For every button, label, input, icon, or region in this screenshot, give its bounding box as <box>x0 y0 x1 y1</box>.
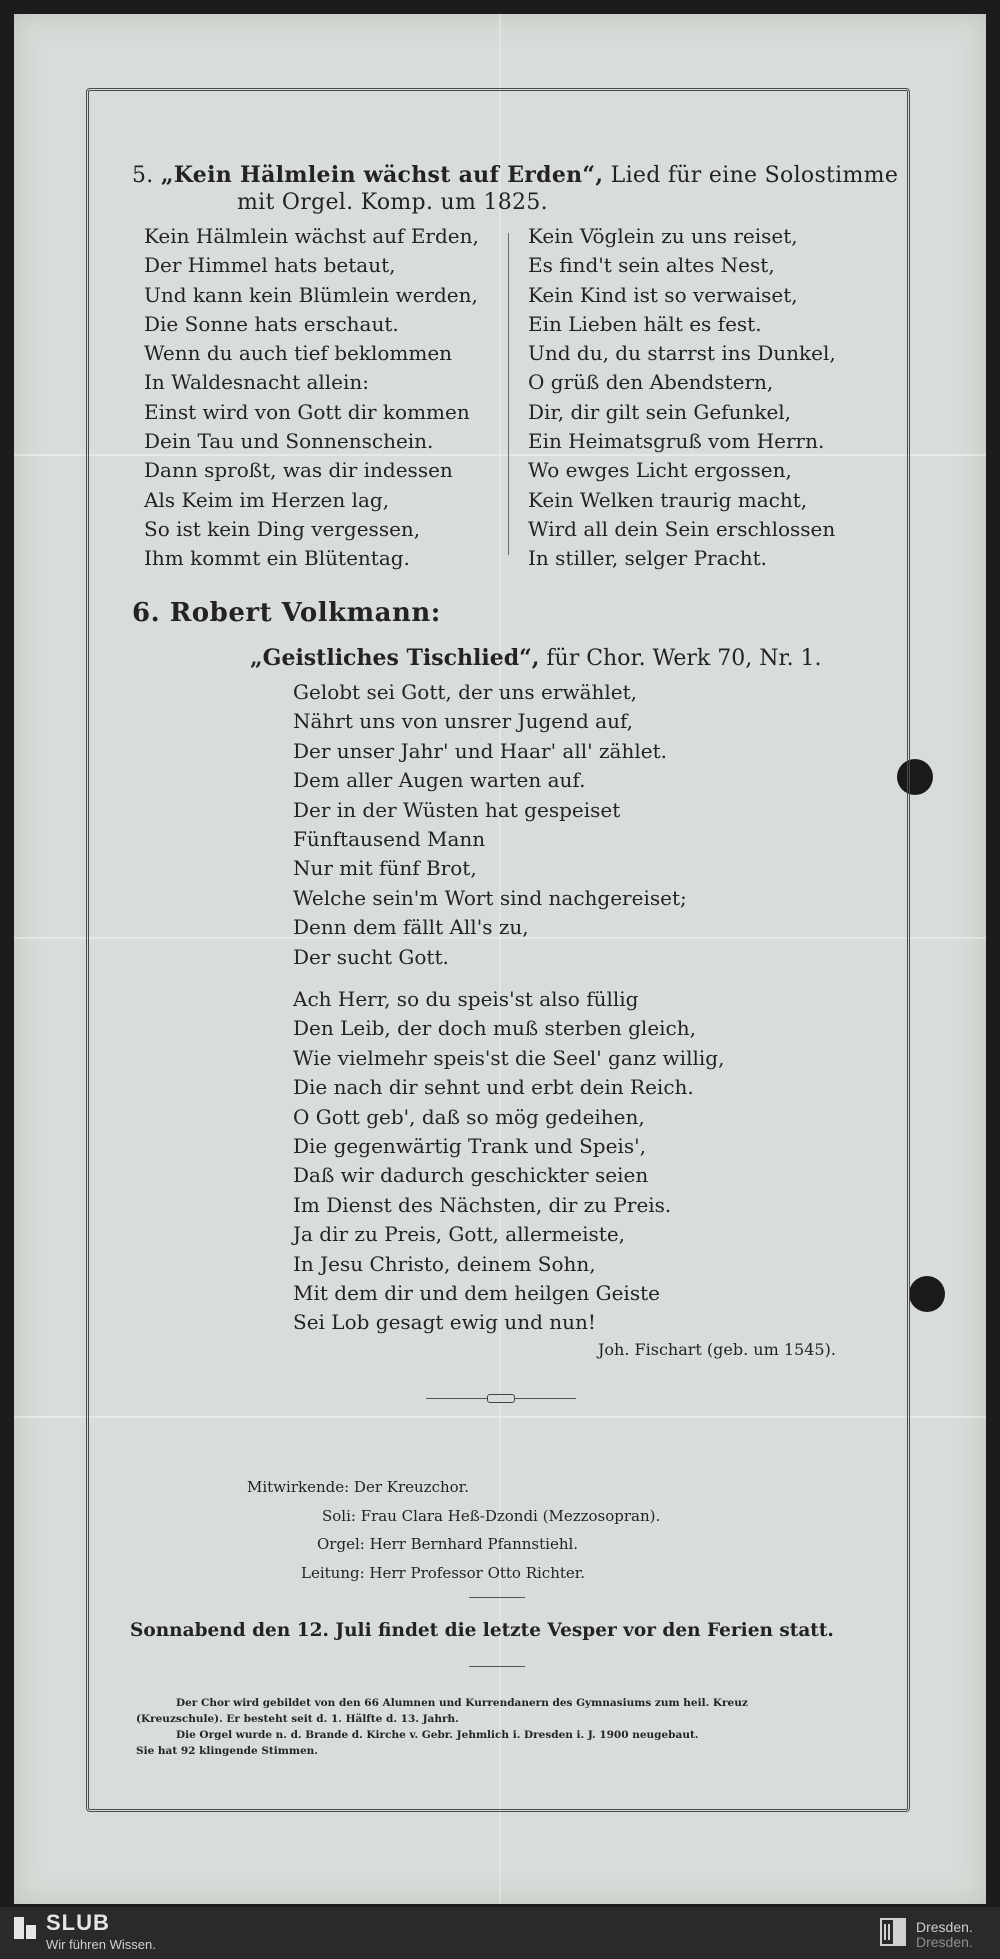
verse-line: Dir, dir gilt sein Gefunkel, <box>528 399 792 424</box>
song5-number: 5. <box>132 163 154 188</box>
verse-line: Als Keim im Herzen lag, <box>144 487 390 512</box>
verse-line: Den Leib, der doch muß sterben gleich, <box>293 1016 696 1041</box>
verse-line: Kein Vöglein zu uns reiset, <box>528 224 798 248</box>
performer-line: Orgel: Herr Bernhard Pfannstiehl. <box>317 1535 579 1553</box>
song5-right-column <box>528 222 836 574</box>
verse-line: Einst wird von Gott dir kommen <box>144 399 470 424</box>
slub-logo-icon <box>12 1915 38 1941</box>
announcement: Sonnabend den 12. Juli findet die letzte Vesper vor den Ferien statt. <box>130 1620 834 1641</box>
divider-line <box>469 1597 525 1598</box>
verse-line: Nährt uns von unsrer Jugend auf, <box>293 709 633 734</box>
song6-subheading <box>250 645 822 671</box>
song5-subheading: mit Orgel. Komp. um 1825. <box>237 190 548 215</box>
verse-line: Nur mit fünf Brot, <box>293 856 477 881</box>
verse-line: Wie vielmehr speis'st die Seel' ganz willig, <box>293 1045 725 1070</box>
verse-line: In Jesu Christo, deinem Sohn, <box>293 1251 596 1276</box>
performers-list <box>247 1473 660 1587</box>
dresden-line-1: Dresden. <box>916 1919 973 1935</box>
verse-line: Ja dir zu Preis, Gott, allermeiste, <box>293 1222 626 1247</box>
footer-bar <box>0 1907 1000 1959</box>
verse-line: Daß wir dadurch geschickter seien <box>293 1163 649 1188</box>
song6-heading: 6. Robert Volkmann: <box>132 598 441 628</box>
verse-line: Welche sein'm Wort sind nachgereiset; <box>293 885 687 910</box>
verse-line: Der Himmel hats betaut, <box>144 253 396 278</box>
verse-line: Kein Kind ist so verwaiset, <box>528 282 798 307</box>
verse-line: Denn dem fällt All's zu, <box>293 915 529 940</box>
verse-line: Kein Hälmlein wächst auf Erden, <box>144 224 479 248</box>
song5-description: Lied für eine Solostimme <box>610 163 899 188</box>
slub-slogan: Wir führen Wissen. <box>46 1937 156 1952</box>
dresden-logo-text[interactable] <box>916 1920 973 1950</box>
column-divider <box>508 233 509 555</box>
verse-line: In Waldesnacht allein: <box>144 370 370 395</box>
song5-left-column <box>144 222 479 574</box>
verse-line: Ihm kommt ein Blütentag. <box>144 546 410 571</box>
footnote-line: Die Orgel wurde n. d. Brande d. Kirche v. Gebr. Jehmlich i. Dresden i. J. 1900 neugebaut. <box>176 1729 699 1741</box>
verse-line: Im Dienst des Nächsten, dir zu Preis. <box>293 1192 672 1217</box>
verse-line: Der in der Wüsten hat gespeiset <box>293 797 621 822</box>
verse-line: Kein Welken traurig macht, <box>528 487 808 512</box>
song5-heading <box>132 162 898 188</box>
verse-line: In stiller, selger Pracht. <box>528 546 768 571</box>
footnote-line: Sie hat 92 klingende Stimmen. <box>136 1745 318 1757</box>
verse-line: Es find't sein altes Nest, <box>528 253 775 278</box>
verse-line: Der unser Jahr' und Haar' all' zählet. <box>293 738 667 763</box>
verse-line: Dem aller Augen warten auf. <box>293 768 586 793</box>
verse-line: Fünftausend Mann <box>293 827 486 852</box>
verse-line: Sei Lob gesagt ewig und nun! <box>293 1310 596 1335</box>
verse-line: Ein Lieben hält es fest. <box>528 311 762 336</box>
verse-line: Gelobt sei Gott, der uns erwählet, <box>293 680 637 704</box>
ornamental-divider <box>426 1394 576 1404</box>
verse-line: So ist kein Ding vergessen, <box>144 516 421 541</box>
verse-line: Ein Heimatsgruß vom Herrn. <box>528 429 825 454</box>
dresden-crest-icon <box>880 1918 906 1946</box>
dresden-line-2: Dresden. <box>916 1934 973 1950</box>
verse-line: Wo ewges Licht ergossen, <box>528 458 792 483</box>
song6-stanza-1 <box>293 678 687 972</box>
punch-hole <box>909 1276 945 1312</box>
performer-line: Soli: Frau Clara Heß-Dzondi (Mezzosopran). <box>322 1506 661 1525</box>
verse-line: O grüß den Abendstern, <box>528 370 774 395</box>
verse-line: Die Sonne hats erschaut. <box>144 311 399 336</box>
verse-line: Der sucht Gott. <box>293 944 449 969</box>
verse-line: Die gegenwärtig Trank und Speis', <box>293 1134 646 1159</box>
verse-line: Dann sproßt, was dir indessen <box>144 458 453 483</box>
author-credit: Joh. Fischart (geb. um 1545). <box>598 1340 836 1359</box>
slub-logo-text[interactable]: SLUB <box>46 1910 110 1935</box>
footnotes <box>136 1695 748 1759</box>
verse-line: Mit dem dir und dem heilgen Geiste <box>293 1281 660 1306</box>
footnote-line: (Kreuzschule). Er besteht seit d. 1. Hälfte d. 13. Jahrh. <box>136 1713 459 1725</box>
verse-line: Wenn du auch tief beklommen <box>144 341 453 366</box>
verse-line: O Gott geb', daß so mög gedeihen, <box>293 1104 645 1129</box>
verse-line: Wird all dein Sein erschlossen <box>528 516 836 541</box>
performer-line: Leitung: Herr Professor Otto Richter. <box>301 1563 586 1582</box>
song6-description: für Chor. Werk 70, Nr. 1. <box>546 646 822 671</box>
performer-line: Mitwirkende: Der Kreuzchor. <box>247 1478 469 1496</box>
song5-title: „Kein Hälmlein wächst auf Erden“, <box>160 162 604 188</box>
song6-stanza-2 <box>293 985 724 1338</box>
verse-line: Dein Tau und Sonnenschein. <box>144 429 434 454</box>
verse-line: Ach Herr, so du speis'st also füllig <box>293 987 639 1011</box>
song6-title: „Geistliches Tischlied“, <box>250 645 540 671</box>
verse-line: Und du, du starrst ins Dunkel, <box>528 341 836 366</box>
verse-line: Die nach dir sehnt und erbt dein Reich. <box>293 1075 694 1100</box>
verse-line: Und kann kein Blümlein werden, <box>144 282 478 307</box>
divider-line <box>469 1666 525 1667</box>
footnote-line: Der Chor wird gebildet von den 66 Alumnen und Kurrendanern des Gymnasiums zum heil. Kreuz <box>176 1697 748 1709</box>
